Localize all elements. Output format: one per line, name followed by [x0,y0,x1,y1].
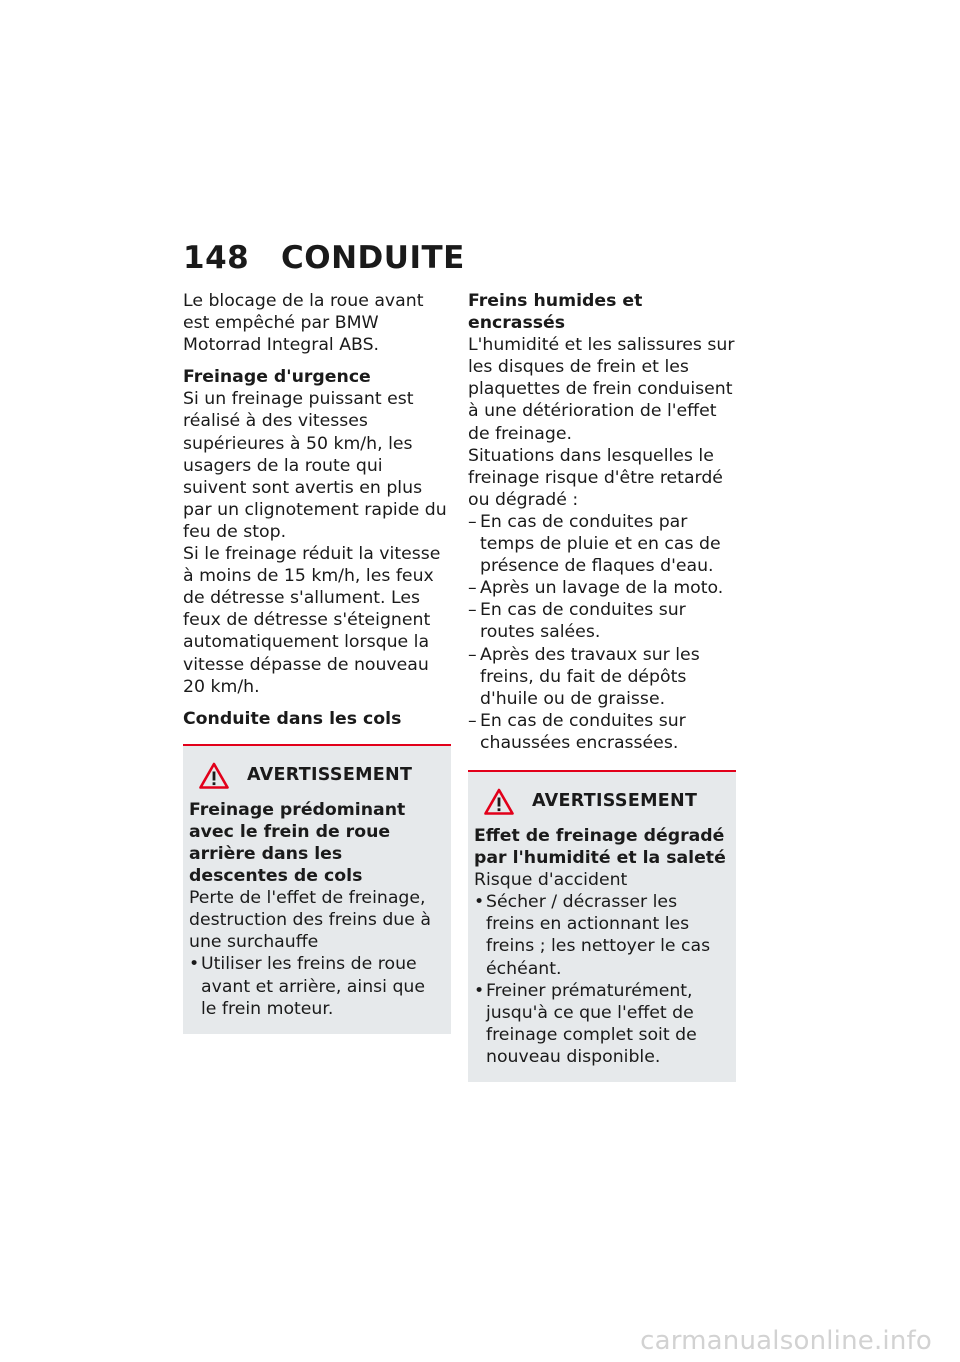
emergency-braking-heading: Freinage d'urgence [183,367,371,388]
section-title: CONDUITE [281,240,465,276]
warning-bullet: • Utiliser les freins de roue avant et arrière, ainsi que le frein moteur. [189,954,425,1019]
intro-paragraph: Le blocage de la roue avant est empêché par BMW Motorrad Integral ABS. [183,291,424,356]
warning-subtitle: Effet de freinage dégradé par l'humidité et la saleté [474,825,726,869]
left-column [183,290,451,1034]
dash-list-item: – En cas de conduites sur routes salées. [468,600,686,643]
bullet-mark: • [189,954,200,975]
warning-subtitle: Freinage prédominant avec le frein de roue arrière dans les descentes de cols [189,799,406,887]
dash-list-item: – Après des travaux sur les freins, du fait de dépôts d'huile ou de graisse. [468,644,700,709]
right-column [468,290,736,1082]
page-header [183,240,465,276]
warning-triangle-icon [199,762,229,789]
dash-list-item: – Après un lavage de la moto. [468,578,724,599]
warning-bullet: • Freiner prématurément, jusqu'à ce que l'effet de freinage complet soit de nouveau disponible. [474,980,697,1067]
warning-box-wet-brakes [468,770,736,1082]
warning-title: AVERTISSEMENT [532,791,698,812]
dash-list-item: – En cas de conduites par temps de pluie et en cas de présence de flaques d'eau. [468,511,721,577]
emergency-braking-text-2: Si le freinage réduit la vitesse à moins de 15 km/h, les feux de détresse s'allument. Les feux de détresse s'éteignent automatiquement lorsque la vitesse dépasse de nouveau 20 km/h. [183,544,441,697]
warning-box-passes [183,744,451,1034]
wet-brakes-heading: Freins humides et encrassés [468,291,643,334]
wet-brakes-text-2: Situations dans lesquelles le freinage risque d'être retardé ou dégradé : [468,445,723,510]
page-number: 148 [183,240,250,276]
warning-risk: Perte de l'effet de freinage, destruction des freins due à une surchauffe [189,888,431,953]
warning-title: AVERTISSEMENT [247,765,413,786]
emergency-braking-text-1: Si un freinage puissant est réalisé à des vitesses supérieures à 50 km/h, les usagers de la route qui suivent sont avertis en plus par un clignotement rapide du feu de stop. [183,389,447,542]
warning-risk: Risque d'accident [474,870,628,891]
warning-header [189,762,443,789]
dash-list-item: – En cas de conduites sur chaussées encrassées. [468,710,686,753]
watermark: carmanualsonline.info [640,1326,932,1356]
warning-triangle-icon [484,788,514,815]
mountain-passes-heading: Conduite dans les cols [183,708,402,729]
warning-header [474,788,728,815]
warning-bullet: • Sécher / décrasser les freins en actionnant les freins ; les nettoyer le cas échéant. [474,892,711,979]
wet-brakes-text-1: L'humidité et les salissures sur les disques de frein et les plaquettes de frein conduisent à une détérioration de l'effet de freinage. [468,335,735,444]
